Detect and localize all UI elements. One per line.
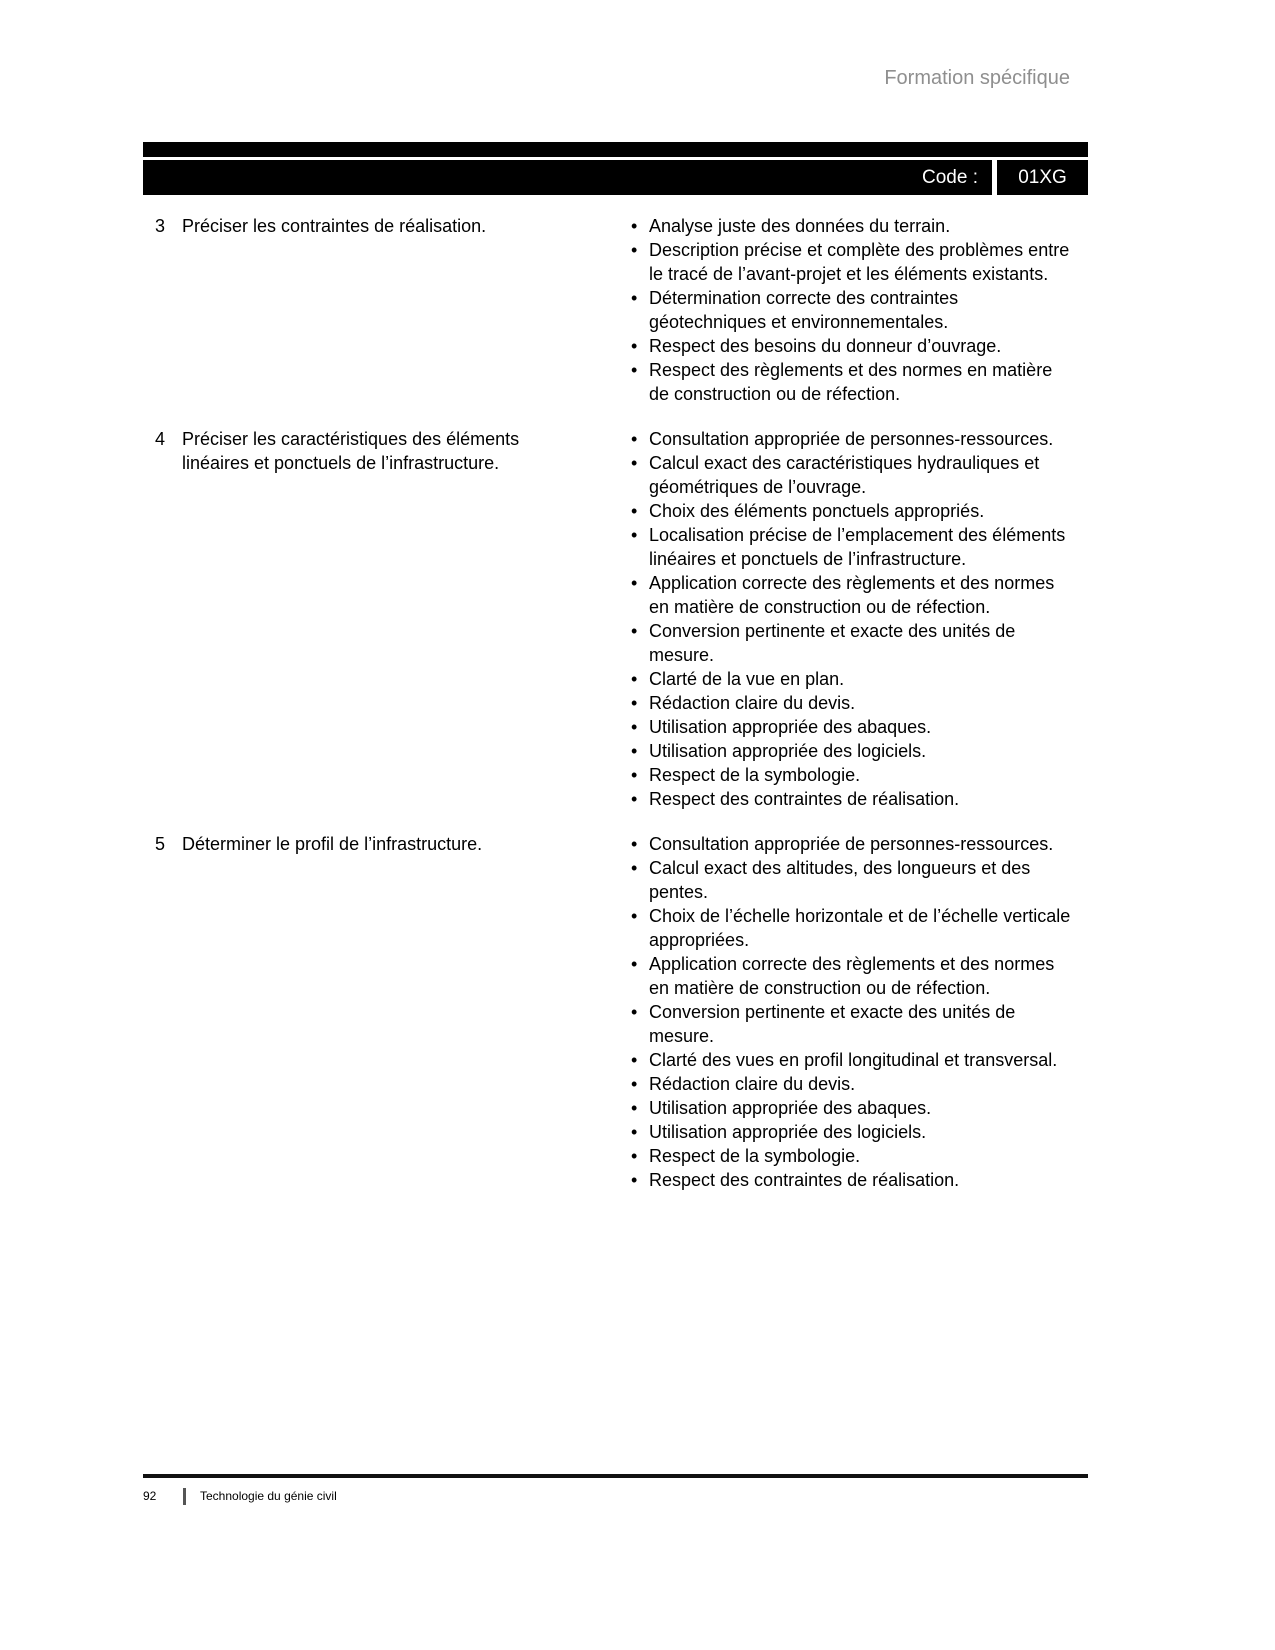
criterion-item: [628, 715, 1088, 739]
bullet-icon: •: [631, 1002, 638, 1022]
criterion-item: [628, 334, 1088, 358]
page-number: 92: [143, 1489, 157, 1503]
footer: [143, 1486, 337, 1506]
bullet-icon: •: [631, 1098, 638, 1118]
objective-text: Déterminer le profil de l’infrastructure.: [182, 834, 483, 854]
bullet-icon: •: [631, 240, 638, 260]
objective-row: [0, 214, 1275, 406]
criterion-text: Choix des éléments ponctuels appropriés.: [649, 501, 985, 521]
bullet-icon: •: [631, 453, 638, 473]
criterion-item: [628, 667, 1088, 691]
criterion-text: Consultation appropriée de personnes-ressources.: [649, 834, 1054, 854]
criteria-list: [628, 427, 1088, 811]
criterion-text: Analyse juste des données du terrain.: [649, 216, 951, 236]
criterion-text: Conversion pertinente et exacte des unités de mesure.: [649, 621, 1016, 665]
bullet-icon: •: [631, 669, 638, 689]
bullet-icon: •: [631, 573, 638, 593]
bullet-icon: •: [631, 1074, 638, 1094]
criterion-text: Détermination correcte des contraintes géotechniques et environnementales.: [649, 288, 959, 332]
criterion-item: [628, 1048, 1088, 1072]
criterion-item: [628, 1000, 1088, 1048]
criterion-item: [628, 451, 1088, 499]
criterion-text: Respect des contraintes de réalisation.: [649, 789, 960, 809]
criterion-text: Application correcte des règlements et des normes en matière de construction ou de réfection.: [649, 954, 1055, 998]
criteria-list: [628, 832, 1088, 1192]
footer-divider: [183, 1488, 186, 1505]
bullet-icon: •: [631, 288, 638, 308]
objective-row: [0, 427, 1275, 811]
bullet-icon: •: [631, 906, 638, 926]
bullet-icon: •: [631, 1170, 638, 1190]
bullet-icon: •: [631, 1050, 638, 1070]
criterion-text: Consultation appropriée de personnes-ressources.: [649, 429, 1054, 449]
code-value-box: [992, 160, 1088, 195]
criterion-item: [628, 739, 1088, 763]
criterion-text: Utilisation appropriée des abaques.: [649, 1098, 932, 1118]
bullet-icon: •: [631, 336, 638, 356]
criterion-text: Conversion pertinente et exacte des unités de mesure.: [649, 1002, 1016, 1046]
objective-text: Préciser les contraintes de réalisation.: [182, 216, 487, 236]
criterion-item: [628, 571, 1088, 619]
criterion-item: [628, 832, 1088, 856]
bullet-icon: •: [631, 858, 638, 878]
criterion-item: [628, 427, 1088, 451]
criterion-text: Calcul exact des caractéristiques hydrauliques et géométriques de l’ouvrage.: [649, 453, 1040, 497]
criterion-item: [628, 499, 1088, 523]
criterion-text: Application correcte des règlements et des normes en matière de construction ou de réfection.: [649, 573, 1055, 617]
objective-text: Préciser les caractéristiques des éléments linéaires et ponctuels de l’infrastructure.: [182, 429, 520, 473]
bullet-icon: •: [631, 693, 638, 713]
criterion-text: Description précise et complète des problèmes entre le tracé de l’avant-projet et les éléments existants.: [649, 240, 1070, 284]
bullet-icon: •: [631, 216, 638, 236]
bullet-icon: •: [631, 765, 638, 785]
criteria-list: [628, 214, 1088, 406]
criterion-text: Respect des règlements et des normes en matière de construction ou de réfection.: [649, 360, 1053, 404]
bullet-icon: •: [631, 1122, 638, 1142]
criterion-text: Utilisation appropriée des logiciels.: [649, 741, 927, 761]
objective-number: 5: [155, 834, 166, 854]
code-label: Code :: [922, 166, 978, 188]
code-value: 01XG: [1018, 166, 1067, 188]
criterion-text: Rédaction claire du devis.: [649, 1074, 856, 1094]
bullet-icon: •: [631, 741, 638, 761]
criterion-item: [628, 1120, 1088, 1144]
criterion-text: Clarté des vues en profil longitudinal et transversal.: [649, 1050, 1058, 1070]
criterion-item: [628, 952, 1088, 1000]
footer-title: Technologie du génie civil: [200, 1489, 337, 1503]
criterion-text: Respect des contraintes de réalisation.: [649, 1170, 960, 1190]
criterion-item: [628, 1072, 1088, 1096]
criterion-text: Utilisation appropriée des logiciels.: [649, 1122, 927, 1142]
criterion-text: Calcul exact des altitudes, des longueurs et des pentes.: [649, 858, 1031, 902]
objective-row: [0, 832, 1275, 1192]
code-bar-top-strip: [143, 142, 1088, 157]
criterion-item: [628, 523, 1088, 571]
section-header: Formation spécifique: [884, 67, 1070, 89]
criterion-item: [628, 286, 1088, 334]
bullet-icon: •: [631, 621, 638, 641]
code-bar: [143, 142, 1088, 195]
criterion-item: [628, 763, 1088, 787]
bullet-icon: •: [631, 717, 638, 737]
bullet-icon: •: [631, 429, 638, 449]
criterion-text: Localisation précise de l’emplacement des éléments linéaires et ponctuels de l’infrastructure.: [649, 525, 1066, 569]
criterion-item: [628, 787, 1088, 811]
bullet-icon: •: [631, 834, 638, 854]
bullet-icon: •: [631, 1146, 638, 1166]
criterion-text: Clarté de la vue en plan.: [649, 669, 845, 689]
bullet-icon: •: [631, 525, 638, 545]
criterion-item: [628, 1144, 1088, 1168]
footer-rule: [143, 1474, 1088, 1478]
criterion-item: [628, 856, 1088, 904]
objective-number: 4: [155, 429, 166, 449]
criterion-text: Respect de la symbologie.: [649, 1146, 861, 1166]
bullet-icon: •: [631, 360, 638, 380]
criterion-text: Utilisation appropriée des abaques.: [649, 717, 932, 737]
criterion-item: [628, 904, 1088, 952]
objectives-table: [0, 214, 1275, 1192]
criterion-item: [628, 214, 1088, 238]
criterion-text: Respect de la symbologie.: [649, 765, 861, 785]
criterion-item: [628, 238, 1088, 286]
criterion-text: Choix de l’échelle horizontale et de l’échelle verticale appropriées.: [649, 906, 1071, 950]
criterion-item: [628, 619, 1088, 667]
criterion-item: [628, 1168, 1088, 1192]
criterion-item: [628, 691, 1088, 715]
bullet-icon: •: [631, 501, 638, 521]
criterion-item: [628, 358, 1088, 406]
criterion-item: [628, 1096, 1088, 1120]
objective-number: 3: [155, 216, 166, 236]
criterion-text: Respect des besoins du donneur d’ouvrage.: [649, 336, 1002, 356]
bullet-icon: •: [631, 789, 638, 809]
criterion-text: Rédaction claire du devis.: [649, 693, 856, 713]
code-bar-main-strip: [143, 160, 1088, 195]
bullet-icon: •: [631, 954, 638, 974]
